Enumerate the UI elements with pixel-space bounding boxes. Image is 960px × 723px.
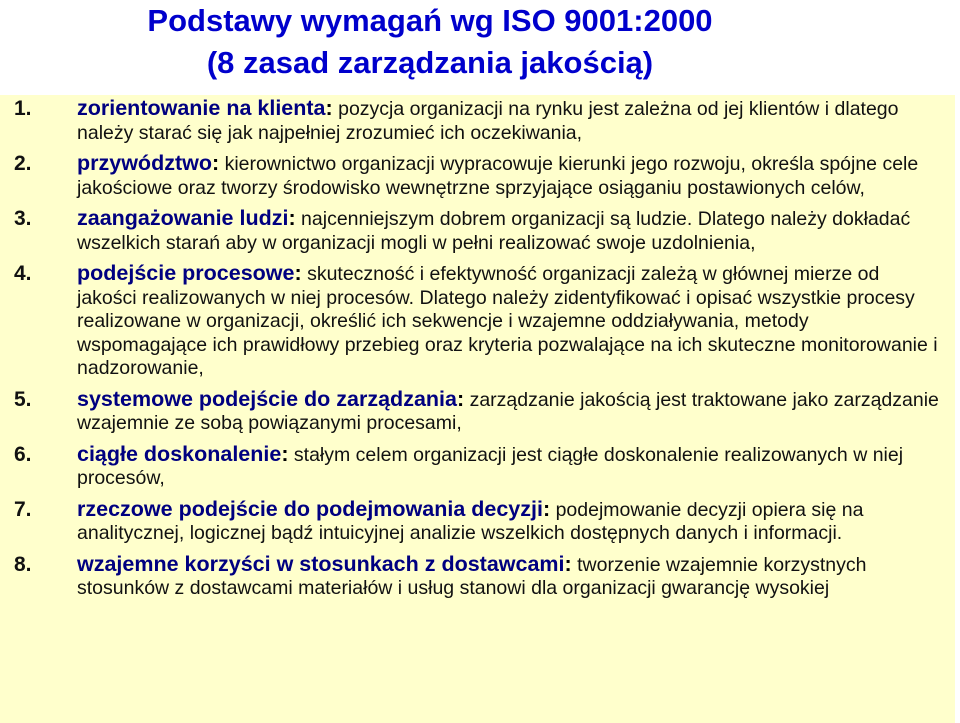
principle-term: zorientowanie na klienta: [77, 96, 326, 120]
principle-text: kierownictwo organizacji wypracowuje kierunki jego rozwoju, określa spójne cele jakościowe oraz tworzy środowisko wewnętrzne sprzyjające osiąganiu postawionych celów,: [77, 153, 919, 199]
principles-list: [0, 95, 955, 601]
title-line-2: (8 zasad zarządzania jakością): [206, 45, 654, 80]
principle-term: przywództwo: [77, 151, 212, 175]
principle-term: systemowe podejście do zarządzania: [77, 386, 457, 411]
principle-item: [0, 97, 955, 145]
principle-text: tworzenie wzajemnie korzystnych stosunków z dostawcami materiałów i usług stanowi dla organizacji gwarancję wysokiej: [77, 553, 867, 599]
principle-colon: :: [294, 261, 302, 285]
principle-item: [0, 262, 955, 381]
principle-term: ciągłe doskonalenie: [77, 441, 282, 466]
principle-text: zarządzanie jakością jest traktowane jako zarządzanie wzajemnie ze sobą powiązanymi procesami,: [77, 388, 939, 434]
principle-item: [0, 498, 955, 546]
principle-number: 8.: [14, 552, 32, 576]
principle-term: wzajemne korzyści w stosunkach z dostawcami: [77, 551, 565, 576]
principle-number: 1.: [14, 97, 32, 120]
principle-text: stałym celem organizacji jest ciągłe doskonalenie realizowanych w niej procesów,: [77, 443, 904, 489]
principle-colon: :: [288, 206, 296, 230]
principle-item: [0, 553, 955, 601]
principle-colon: :: [564, 551, 572, 576]
principle-text: skuteczność i efektywność organizacji zależą w głównej mierze od jakości realizowanych w niej procesów. Dlatego należy zidentyfikować i opisać wszystkie procesy realizowane w organizacji, określić ich sekwencje i wzajemne oddziaływania, metody wspomagające ich prawidłowy przebieg oraz kryteria pozwalające na ich skuteczne monitorowanie i nadzorowanie,: [77, 263, 938, 379]
principle-term: rzeczowe podejście do podejmowania decyzji: [77, 496, 543, 521]
principle-colon: :: [542, 496, 551, 521]
title-line-1: Podstawy wymagań wg ISO 9001:2000: [147, 3, 713, 38]
principle-number: 2.: [14, 152, 32, 175]
principle-item: [0, 388, 955, 436]
principle-number: 3.: [14, 207, 32, 230]
principle-colon: :: [325, 96, 333, 120]
slide-title: [0, 0, 960, 84]
principle-text: najcenniejszym dobrem organizacji są ludzie. Dlatego należy dokładać wszelkich starań aby w organizacji mogli w pełni realizować swoje uzdolnienia,: [77, 208, 911, 254]
principle-number: 5.: [14, 387, 32, 411]
principle-item: [0, 152, 955, 200]
principle-text: pozycja organizacji na rynku jest zależna od jej klientów i dlatego należy starać się jak najpełniej zrozumieć ich oczekiwania,: [77, 98, 899, 144]
principle-item: [0, 207, 955, 255]
principle-number: 7.: [14, 497, 32, 521]
principle-colon: :: [456, 386, 465, 411]
principle-term: podejście procesowe: [77, 261, 295, 285]
principle-term: zaangażowanie ludzi: [77, 206, 289, 230]
principle-item: [0, 443, 955, 491]
principle-number: 4.: [14, 262, 32, 285]
principle-number: 6.: [14, 442, 32, 466]
principle-text: podejmowanie decyzji opiera się na analitycznej, logicznej bądź intuicyjnej analizie wszelkich dostępnych danych i informacji.: [77, 498, 864, 544]
principle-colon: :: [281, 441, 289, 466]
principle-colon: :: [211, 151, 220, 175]
